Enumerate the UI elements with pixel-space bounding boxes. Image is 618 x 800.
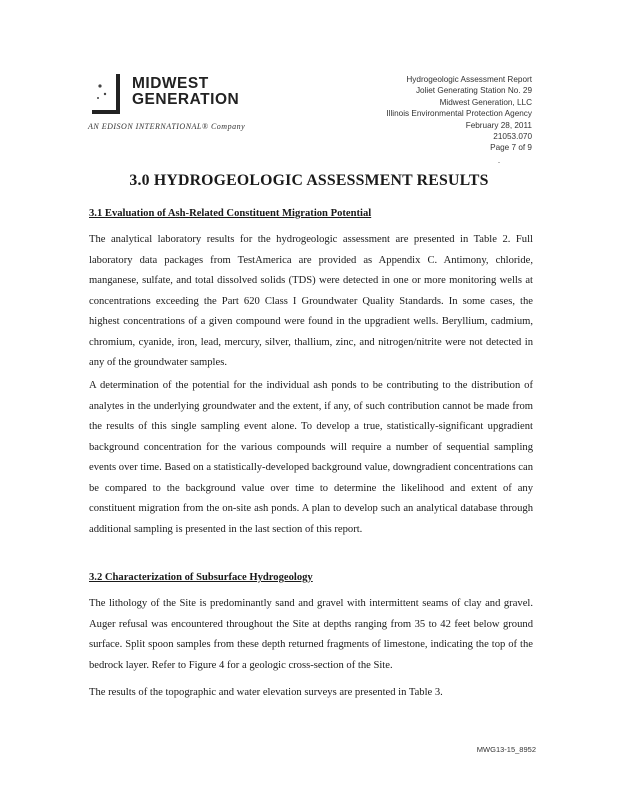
- header-company: Midwest Generation, LLC: [439, 97, 532, 107]
- section-3-2-heading: 3.2 Characterization of Subsurface Hydrogeology: [89, 572, 313, 583]
- header-page-number: Page 7 of 9: [490, 143, 532, 153]
- logo-tagline: AN EDISON INTERNATIONAL® Company: [88, 122, 246, 131]
- logo-name-line1: MIDWEST: [132, 75, 209, 92]
- section-3-1-paragraph-2: A determination of the potential for the individual ash ponds to be contributing to the distribution of analytes in the underlying groundwater and the extent, if any, of such contribution cannot be made from the results of this single sampling event alone. To develop a true, statistically-significant upgradient background concentration for the various compounds will require a number of sequential sampling events over time. Based on a statistically-developed background value, downgradient concentrations can be compared to the background value over time to determine the likelihood and extent of any constituent migration from the on-site ash ponds. A plan to develop such an analytical database through additional sampling is presented in the last section of this report.: [89, 380, 533, 535]
- section-3-2-paragraph-1: The lithology of the Site is predominantly sand and gravel with intermittent seams of clay and gravel. Auger refusal was encountered throughout the Site at depths ranging from 35 to 42 feet below ground surface. Split spoon samples from these depth returned fragments of limestone, indicating the top of the bedrock layer. Refer to Figure 4 for a geologic cross-section of the Site.: [89, 598, 533, 671]
- section-3-2-paragraph-2: The results of the topographic and water elevation surveys are presented in Table 3.: [89, 687, 443, 698]
- header-station: Joliet Generating Station No. 29: [415, 86, 532, 96]
- logo-mark-icon: [90, 72, 126, 116]
- header-agency: Illinois Environmental Protection Agency: [386, 109, 532, 119]
- header-date: February 28, 2011: [465, 120, 532, 130]
- company-logo: [88, 70, 268, 140]
- logo-name-line2: GENERATION: [132, 91, 240, 108]
- header-report-title: Hydrogeologic Assessment Report: [406, 75, 532, 84]
- header-project-number: 21053.070: [493, 132, 532, 142]
- report-header-meta: [302, 74, 532, 154]
- section-3-1-paragraph-1: The analytical laboratory results for the hydrogeologic assessment are presented in Table 2. Full laboratory data packages from TestAmerica are provided as Appendix C. Antimony, chloride, manganese, sulfate, and total dissolved solids (TDS) were detected in one or more monitoring wells at concentrations exceeding the Part 620 Class I Groundwater Quality Standards. In some cases, the highest concentrations of a given compound were found in the upgradient wells. Beryllium, cadmium, chromium, cyanide, iron, lead, mercury, silver, thallium, zinc, and nitrogen/nitrite were not detected in any of the groundwater samples.: [89, 234, 533, 368]
- page-title: 3.0 HYDROGEOLOGIC ASSESSMENT RESULTS: [129, 172, 489, 189]
- logo-company-name: [132, 76, 239, 108]
- section-3-1-heading: 3.1 Evaluation of Ash-Related Constituent Migration Potential: [89, 208, 372, 219]
- document-id-footer: MWG13-15_8952: [476, 745, 536, 754]
- scan-speck: .: [498, 156, 500, 165]
